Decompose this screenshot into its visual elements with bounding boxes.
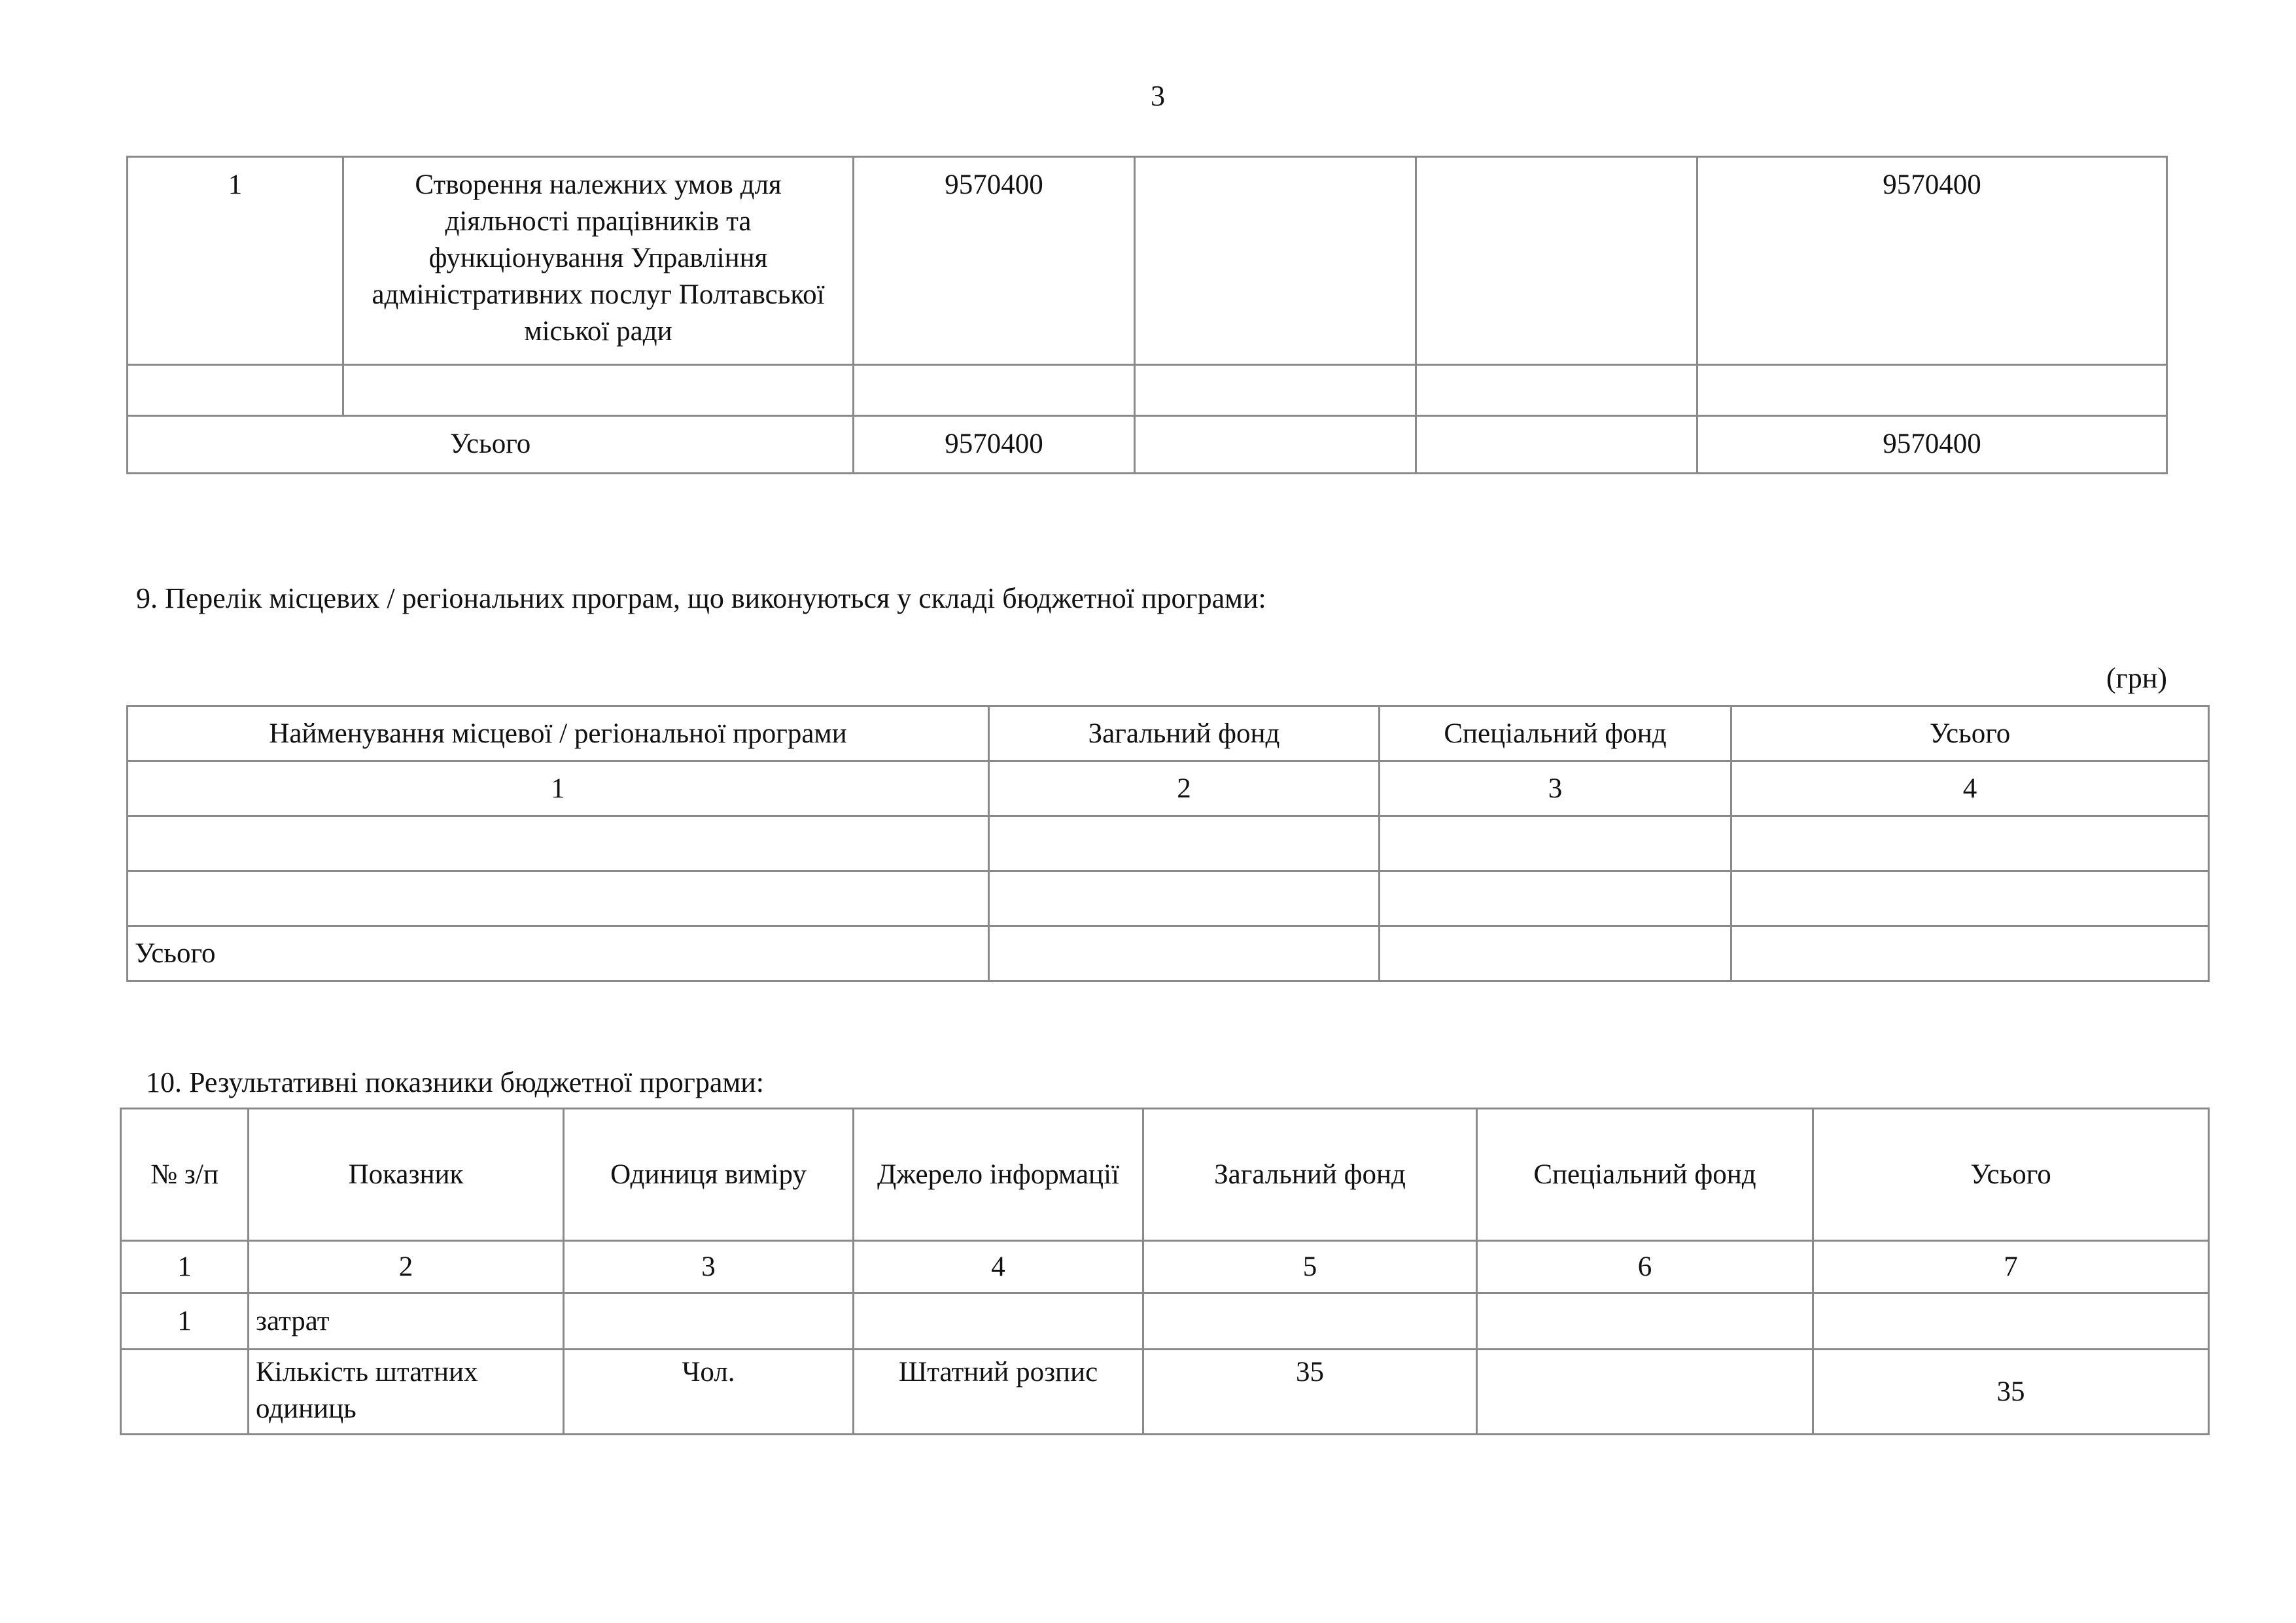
category-number: 1: [121, 1293, 249, 1350]
category-label: затрат: [249, 1293, 564, 1350]
column-number: 7: [1813, 1241, 2209, 1293]
empty-cell: [1143, 1293, 1477, 1350]
empty-cell: [854, 1293, 1143, 1350]
header-unit: Одиниця виміру: [564, 1109, 854, 1241]
indicator-unit: Чол.: [564, 1350, 854, 1435]
header-row: [128, 707, 2209, 761]
total-sum: 9570400: [1697, 416, 2167, 474]
column-number: 3: [1380, 761, 1731, 816]
empty-cell: [1731, 871, 2209, 926]
indicator-name: Кількість штатних одиниць: [249, 1350, 564, 1435]
empty-cell: [989, 871, 1380, 926]
performance-indicators-table: [120, 1108, 2210, 1435]
column-number: 4: [1731, 761, 2209, 816]
empty-cell: [128, 871, 989, 926]
total-special-fund: [1135, 416, 1416, 474]
table-row-empty: [128, 365, 2167, 416]
column-number: 4: [854, 1241, 1143, 1293]
direction-general-fund: 9570400: [854, 157, 1135, 365]
total-row: [128, 926, 2209, 981]
empty-cell: [1380, 926, 1731, 981]
total-label: Усього: [128, 416, 854, 474]
empty-cell: [1813, 1293, 2209, 1350]
empty-cell: [1380, 871, 1731, 926]
section-9-heading: 9. Перелік місцевих / регіональних програм, що виконуються у складі бюджетної програми:: [136, 582, 1266, 614]
header-total: Усього: [1731, 707, 2209, 761]
header-special-fund: Спеціальний фонд: [1477, 1109, 1813, 1241]
empty-cell: [854, 365, 1135, 416]
direction-name: Створення належних умов для діяльності працівників та функціонування Управління адміністративних послуг Полтавської міської ради: [343, 157, 854, 365]
empty-cell: [1731, 816, 2209, 871]
column-number: 2: [989, 761, 1380, 816]
total-general-fund: 9570400: [854, 416, 1135, 474]
empty-cell: [564, 1293, 854, 1350]
directions-table: [126, 156, 2168, 474]
section-10-heading: 10. Результативні показники бюджетної програми:: [146, 1066, 764, 1098]
column-number: 1: [121, 1241, 249, 1293]
header-indicator: Показник: [249, 1109, 564, 1241]
total-development-fund: [1416, 416, 1697, 474]
direction-special-fund: [1135, 157, 1416, 365]
direction-total: 9570400: [1697, 157, 2167, 365]
empty-cell: [1477, 1293, 1813, 1350]
direction-number: 1: [128, 157, 343, 365]
header-source: Джерело інформації: [854, 1109, 1143, 1241]
indicator-total: 35: [1813, 1350, 2209, 1435]
local-programs-table: [126, 705, 2210, 982]
total-label: Усього: [128, 926, 989, 981]
empty-cell: [121, 1350, 249, 1435]
header-general-fund: Загальний фонд: [989, 707, 1380, 761]
empty-cell: [343, 365, 854, 416]
total-row: [128, 416, 2167, 474]
column-number: 1: [128, 761, 989, 816]
unit-note: (грн): [2106, 662, 2167, 694]
column-number-row: [121, 1241, 2209, 1293]
empty-cell: [128, 365, 343, 416]
header-number: № з/п: [121, 1109, 249, 1241]
indicator-row: [121, 1350, 2209, 1435]
empty-cell: [1697, 365, 2167, 416]
category-row: [121, 1293, 2209, 1350]
empty-cell: [1731, 926, 2209, 981]
empty-cell: [1135, 365, 1416, 416]
header-row: [121, 1109, 2209, 1241]
column-number: 5: [1143, 1241, 1477, 1293]
empty-cell: [989, 816, 1380, 871]
header-special-fund: Спеціальний фонд: [1380, 707, 1731, 761]
empty-cell: [1380, 816, 1731, 871]
table-row: [128, 157, 2167, 365]
column-number: 6: [1477, 1241, 1813, 1293]
empty-cell: [128, 816, 989, 871]
header-program-name: Найменування місцевої / регіональної програми: [128, 707, 989, 761]
column-number-row: [128, 761, 2209, 816]
table-row-empty: [128, 871, 2209, 926]
column-number: 3: [564, 1241, 854, 1293]
column-number: 2: [249, 1241, 564, 1293]
empty-cell: [989, 926, 1380, 981]
indicator-special-fund: [1477, 1350, 1813, 1435]
indicator-general-fund: 35: [1143, 1350, 1477, 1435]
header-total: Усього: [1813, 1109, 2209, 1241]
page-number: 3: [1151, 80, 1165, 112]
header-general-fund: Загальний фонд: [1143, 1109, 1477, 1241]
direction-development-fund: [1416, 157, 1697, 365]
table-row-empty: [128, 816, 2209, 871]
indicator-source: Штатний розпис: [854, 1350, 1143, 1435]
empty-cell: [1416, 365, 1697, 416]
